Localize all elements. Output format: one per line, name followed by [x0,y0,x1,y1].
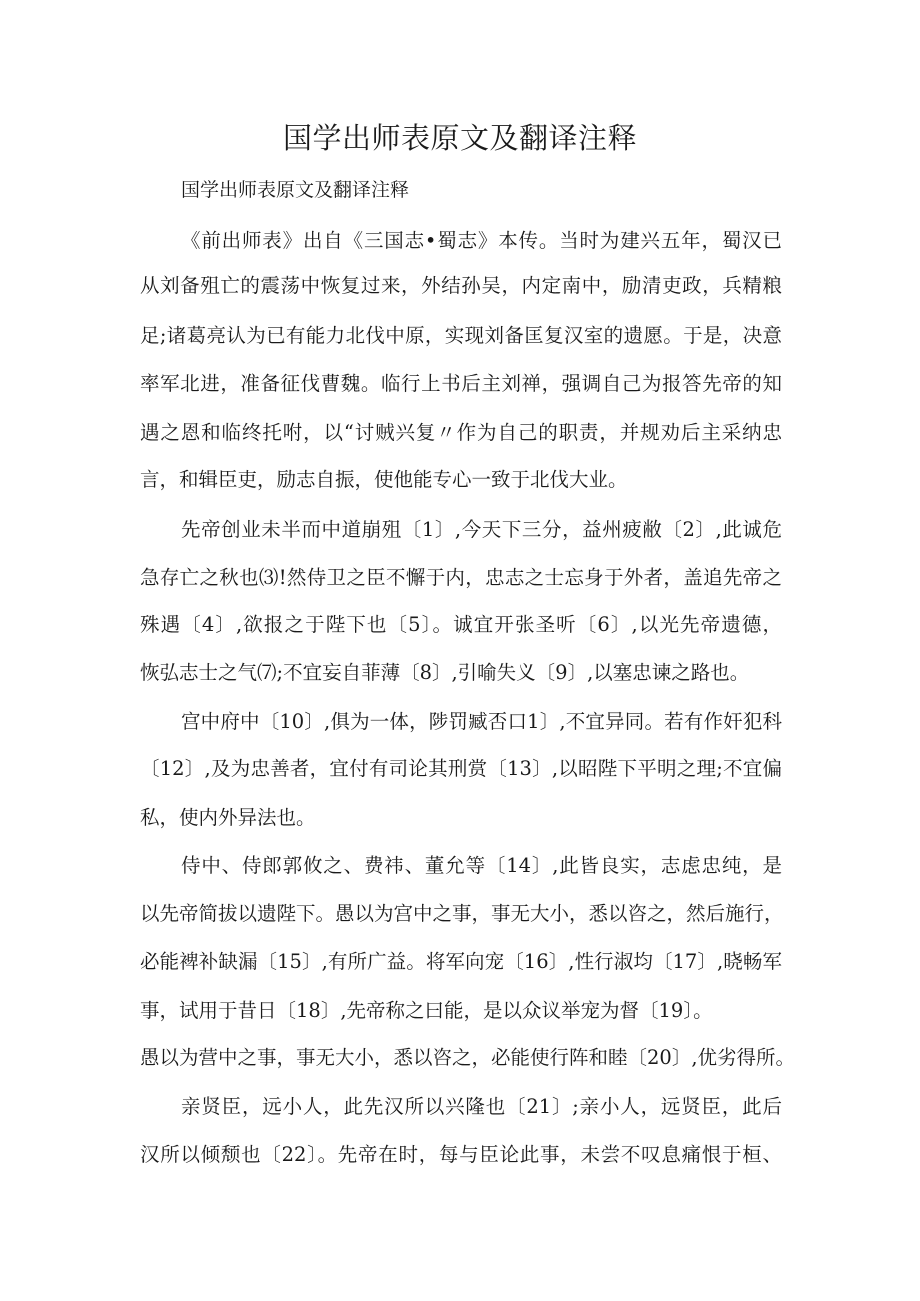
paragraph-line: 亲贤臣，远小人，此先汉所以兴隆也〔21〕;亲小人，远贤臣，此后 [181,1095,782,1118]
paragraph-line: 从刘备殂亡的震荡中恢复过来，外结孙吴，内定南中，励清吏政，兵精粮 [140,274,782,297]
paragraph-line: 必能裨补缺漏〔15〕,有所广益。将军向宠〔16〕,性行淑均〔17〕,晓畅军 [140,950,782,973]
paragraph-line: 汉所以倾颓也〔22〕。先帝在时，每与臣论此事，未尝不叹息痛恨于桓、 [140,1143,782,1166]
paragraph-line: 言，和辑臣吏，励志自振，使他能专心一致于北伐大业。 [140,468,628,491]
paragraph-line: 急存亡之秋也⑶!然侍卫之臣不懈于内，忠志之士忘身于外者，盖追先帝之 [140,566,782,589]
paragraph-line: 〔12〕,及为忠善者，宜付有司论其刑赏〔13〕,以昭陛下平明之理;不宜偏 [140,757,782,780]
paragraph-line: 殊遇〔4〕,欲报之于陛下也〔5〕。诚宜开张圣听〔6〕,以光先帝遗德， [140,613,782,636]
paragraph-line: 愚以为营中之事，事无大小，悉以咨之，必能使行阵和睦〔20〕,优劣得所。 [140,1046,796,1069]
paragraph-line: 足;诸葛亮认为已有能力北伐中原，实现刘备匡复汉室的遗愿。于是，决意 [140,324,782,347]
paragraph-line: 以先帝简拔以遗陛下。愚以为宫中之事，事无大小，悉以咨之，然后施行， [140,902,784,925]
paragraph-line: 私，使内外异法也。 [140,806,316,829]
paragraph-line: 事，试用于昔日〔18〕,先帝称之曰能，是以众议举宠为督〔19〕。 [140,999,713,1022]
paragraph-line: 恢弘志士之气⑺;不宜妄自菲薄〔8〕,引喻失义〔9〕,以塞忠谏之路也。 [140,661,750,684]
paragraph-line: 率军北进，准备征伐曹魏。临行上书后主刘禅，强调自己为报答先帝的知 [140,372,782,395]
paragraph-line: 侍中、侍郎郭攸之、费祎、董允等〔14〕,此皆良实，志虑忠纯，是 [181,854,782,877]
paragraph-line: 宫中府中〔10〕,俱为一体，陟罚臧否口1〕,不宜异同。若有作奸犯科 [181,710,782,733]
document-subtitle: 国学出师表原文及翻译注释 [181,179,410,201]
paragraph-line: 先帝创业未半而中道崩殂〔1〕,今天下三分，益州疲敝〔2〕,此诚危 [181,518,782,541]
paragraph-line: 遇之恩和临终托咐，以“讨贼兴复〃作为自己的职责，并规劝后主采纳忠 [140,421,782,444]
paragraph-line: 《前出师表》出自《三国志•蜀志》本传。当时为建兴五年，蜀汉已 [181,229,782,252]
document-title: 国学出师表原文及翻译注释 [282,121,637,155]
